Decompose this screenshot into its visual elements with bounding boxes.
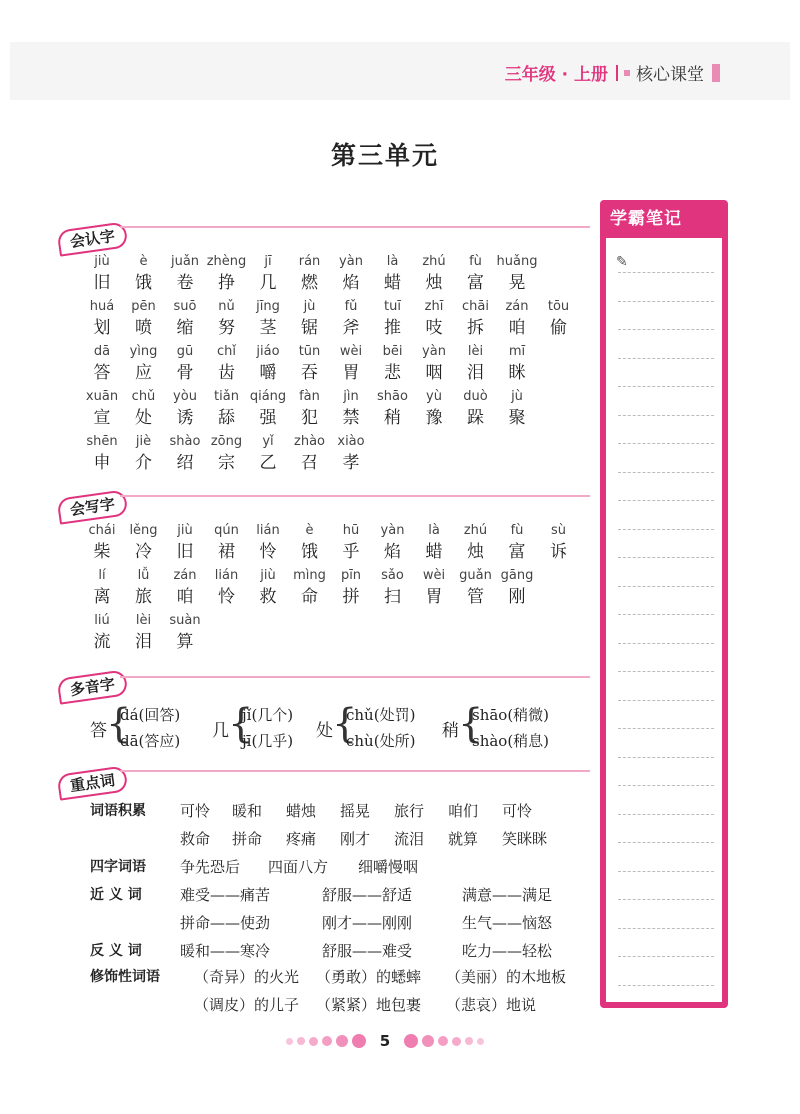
- vocab-word: 满意——满足: [462, 886, 553, 904]
- notes-panel: [600, 200, 728, 1008]
- pinyin: chái: [88, 523, 116, 538]
- pinyin: lí: [98, 568, 106, 583]
- pinyin: jiè: [135, 434, 152, 449]
- note-line: [618, 728, 714, 729]
- hanzi: 划: [93, 318, 111, 338]
- hanzi: 救: [259, 587, 277, 607]
- vocab-label: 词语积累: [90, 803, 146, 819]
- pinyin: rán: [298, 254, 321, 269]
- vocab-word: 争先恐后: [180, 858, 241, 876]
- vocab-word: 暖和——寒冷: [180, 942, 271, 960]
- hanzi: 扫: [384, 587, 401, 607]
- hanzi: 拼: [342, 587, 360, 607]
- dot-icon: [297, 1037, 305, 1045]
- pinyin: fù: [469, 254, 482, 269]
- char-row: [90, 297, 590, 343]
- hanzi: 富: [508, 542, 526, 562]
- note-line: [618, 985, 714, 986]
- pinyin: tiǎn: [214, 389, 239, 404]
- hanzi: 茎: [259, 318, 277, 338]
- pinyin: nǔ: [218, 299, 235, 314]
- hanzi: 应: [135, 363, 152, 383]
- vocab-word: 拼命——使劲: [180, 914, 271, 932]
- hanzi: 旧: [176, 542, 194, 562]
- pinyin: xiào: [337, 434, 365, 449]
- hanzi: 禁: [342, 408, 360, 428]
- note-line: [618, 415, 714, 416]
- hanzi: 聚: [508, 408, 526, 428]
- polyphone-reading: jǐ(几个): [242, 706, 294, 724]
- hanzi: 饿: [301, 542, 318, 562]
- hanzi: 泪: [135, 632, 152, 652]
- pinyin: gāng: [500, 568, 534, 583]
- pinyin: huǎng: [496, 254, 538, 269]
- note-line: [618, 386, 714, 387]
- note-line: [618, 842, 714, 843]
- pinyin: yàn: [422, 344, 446, 359]
- vocab-word: 摇晃: [340, 802, 371, 820]
- note-line: [618, 272, 714, 273]
- vocab-word: 生气——恼怒: [462, 914, 553, 932]
- pinyin: lěng: [129, 523, 158, 538]
- pinyin: sǎo: [381, 568, 404, 583]
- char-cell: [493, 342, 541, 384]
- vocab-word: 刚才: [340, 830, 371, 848]
- pinyin: xuān: [85, 389, 119, 404]
- brace-icon: {: [332, 701, 358, 747]
- note-line: [618, 956, 714, 957]
- hanzi: 饿: [135, 273, 152, 293]
- hanzi: 焰: [342, 273, 360, 293]
- hanzi: 推: [384, 318, 401, 338]
- hanzi: 答: [93, 363, 111, 383]
- hanzi: 介: [135, 453, 152, 473]
- pinyin: zhèng: [206, 254, 247, 269]
- pinyin: gū: [176, 344, 194, 359]
- pinyin: lián: [256, 523, 280, 538]
- section-key-words: 重点词: [57, 765, 129, 800]
- hanzi: 柴: [93, 542, 111, 562]
- pinyin: è: [139, 254, 148, 269]
- vocab-word: （悲哀）地说: [446, 996, 537, 1014]
- pinyin: jiù: [94, 254, 110, 269]
- vocab-word: 笑眯眯: [502, 830, 548, 848]
- note-line: [618, 529, 714, 530]
- vocab-word: （奇异）的火光: [194, 968, 300, 986]
- hanzi: 卷: [176, 273, 194, 293]
- note-line: [618, 899, 714, 900]
- pinyin: zhī: [424, 299, 444, 314]
- pinyin: qiáng: [249, 389, 287, 404]
- pinyin: dā: [93, 344, 111, 359]
- pinyin: suō: [173, 299, 197, 314]
- note-line: [618, 358, 714, 359]
- pinyin: tūn: [298, 344, 321, 359]
- hanzi: 拆: [467, 318, 484, 338]
- pinyin: chǔ: [131, 389, 156, 404]
- pinyin: lǚ: [137, 568, 150, 583]
- hanzi: 喷: [135, 318, 152, 338]
- hanzi: 宗: [218, 453, 235, 473]
- vocab-word: 暖和: [232, 802, 263, 820]
- section-recognize: 会认字: [57, 221, 129, 256]
- vocab-word: 刚才——刚刚: [322, 914, 413, 932]
- pinyin: fàn: [299, 389, 320, 404]
- hanzi: 咱: [176, 587, 194, 607]
- char-cell: [493, 566, 541, 608]
- vocab-word: 咱们: [448, 802, 479, 820]
- polyphone-reading: shào(稍息): [472, 732, 550, 750]
- hanzi: 蜡: [384, 273, 401, 293]
- hanzi: 烛: [467, 542, 484, 562]
- hanzi: 豫: [425, 408, 443, 428]
- note-line: [618, 671, 714, 672]
- pinyin: yù: [426, 389, 442, 404]
- pinyin: fù: [510, 523, 524, 538]
- polyphone-char: 几: [212, 721, 229, 741]
- pinyin: jiáo: [256, 344, 280, 359]
- polyphone-reading: dá(回答): [120, 706, 181, 724]
- section-divider: [120, 495, 590, 497]
- pinyin: mī: [508, 344, 526, 359]
- char-row: [90, 521, 590, 567]
- vocab-label: 四字词语: [90, 859, 146, 875]
- hanzi: 旧: [93, 273, 111, 293]
- pinyin: là: [428, 523, 440, 538]
- vocab-word: 舒服——舒适: [322, 886, 413, 904]
- section-divider: [120, 770, 590, 772]
- char-cell: [327, 432, 375, 474]
- hanzi: 管: [467, 587, 484, 607]
- hanzi: 诱: [176, 408, 194, 428]
- pinyin: zhú: [422, 254, 446, 269]
- pinyin: yàn: [380, 523, 405, 538]
- vocab-word: 四面八方: [268, 858, 329, 876]
- pinyin: sù: [550, 523, 566, 538]
- polyphone-reading: jī(几乎): [242, 732, 294, 750]
- hanzi: 绍: [176, 453, 194, 473]
- dot-icon: [404, 1034, 418, 1048]
- dot-icon: [286, 1038, 293, 1045]
- hanzi: 烛: [425, 273, 443, 293]
- hanzi: 算: [176, 632, 194, 652]
- notes-title: 学霸笔记: [610, 209, 682, 229]
- grade-label: 三年级 · 上册: [504, 65, 608, 85]
- vocab-word: 舒服——难受: [322, 942, 413, 960]
- note-line: [618, 785, 714, 786]
- hanzi: 处: [135, 408, 152, 428]
- hanzi: 焰: [384, 542, 401, 562]
- pinyin: pēn: [131, 299, 156, 314]
- page-footer: [0, 1032, 770, 1050]
- polyphone-list: [90, 700, 590, 760]
- pinyin: zhú: [463, 523, 488, 538]
- hanzi: 跺: [467, 408, 484, 428]
- polyphone-reading: chù(处所): [346, 732, 416, 750]
- hanzi: 偷: [550, 318, 567, 338]
- char-cell: [535, 521, 583, 563]
- hanzi: 命: [301, 587, 318, 607]
- pinyin: yìng: [129, 344, 158, 359]
- polyphone-char: 处: [316, 721, 333, 741]
- dot-icon: [422, 1035, 434, 1047]
- pinyin: jìn: [343, 389, 359, 404]
- note-line: [618, 472, 714, 473]
- hanzi: 离: [93, 587, 111, 607]
- page-header: [505, 60, 720, 85]
- char-row: [90, 611, 590, 657]
- pinyin: jiù: [260, 568, 276, 583]
- note-line: [618, 500, 714, 501]
- char-cell: [535, 297, 583, 339]
- note-line: [618, 643, 714, 644]
- note-line: [618, 329, 714, 330]
- pinyin: shào: [169, 434, 201, 449]
- note-line: [618, 871, 714, 872]
- hanzi: 吱: [425, 318, 443, 338]
- hanzi: 乙: [259, 453, 277, 473]
- header-divider: [616, 65, 618, 81]
- pinyin: tuī: [384, 299, 401, 314]
- hanzi: 乎: [342, 542, 360, 562]
- pinyin: jiù: [177, 523, 193, 538]
- page-number: 5: [379, 1032, 391, 1050]
- hanzi: 旅: [135, 587, 152, 607]
- pinyin: zōng: [210, 434, 243, 449]
- hanzi: 裙: [218, 542, 235, 562]
- hanzi: 缩: [176, 318, 194, 338]
- char-row: [90, 342, 590, 388]
- vocab-word: 可怜: [180, 802, 211, 820]
- pinyin: shēn: [86, 434, 118, 449]
- note-line: [618, 557, 714, 558]
- vocab-label: 修饰性词语: [90, 969, 160, 985]
- vocab-word: 细嚼慢咽: [358, 858, 419, 876]
- brace-icon: {: [228, 701, 254, 747]
- pinyin: juǎn: [170, 254, 200, 269]
- pinyin: yàn: [339, 254, 363, 269]
- hanzi: 刚: [508, 587, 526, 607]
- pinyin: duò: [463, 389, 488, 404]
- note-line: [618, 700, 714, 701]
- hanzi: 咱: [508, 318, 526, 338]
- vocab-word: 可怜: [502, 802, 533, 820]
- hanzi: 几: [259, 273, 277, 293]
- hanzi: 申: [93, 453, 111, 473]
- pinyin: guǎn: [459, 568, 492, 583]
- vocab-word: 就算: [448, 830, 479, 848]
- hanzi: 胃: [425, 587, 443, 607]
- dot-icon: [477, 1038, 484, 1045]
- pinyin: è: [305, 523, 314, 538]
- vocab-word: （紧紧）地包裹: [316, 996, 422, 1014]
- pinyin: lèi: [135, 613, 152, 628]
- hanzi: 胃: [342, 363, 360, 383]
- note-line: [618, 757, 714, 758]
- header-square-icon: [624, 70, 630, 76]
- brace-icon: {: [458, 701, 484, 747]
- hanzi: 怜: [218, 587, 235, 607]
- hanzi: 吞: [301, 363, 318, 383]
- header-bar-icon: [712, 64, 720, 82]
- hanzi: 努: [218, 318, 235, 338]
- hanzi: 蜡: [425, 542, 443, 562]
- hanzi: 宣: [93, 408, 111, 428]
- vocab-word: 拼命: [232, 830, 263, 848]
- char-row: [86, 432, 590, 478]
- vocab-word: 流泪: [394, 830, 425, 848]
- dot-icon: [452, 1037, 461, 1046]
- hanzi: 晃: [508, 273, 526, 293]
- hanzi: 齿: [218, 363, 235, 383]
- note-line: [618, 443, 714, 444]
- pinyin: fǔ: [344, 299, 358, 314]
- vocab-label: 近 义 词: [90, 887, 142, 903]
- vocab-word: （勇敢）的蟋蟀: [316, 968, 422, 986]
- pinyin: jīng: [256, 299, 280, 314]
- polyphone-char: 答: [90, 721, 107, 741]
- pinyin: liú: [94, 613, 110, 628]
- vocab-word: （美丽）的木地板: [446, 968, 567, 986]
- vocab-word: （调皮）的儿子: [194, 996, 300, 1014]
- dot-icon: [352, 1034, 366, 1048]
- vocab-word: 救命: [180, 830, 211, 848]
- dot-icon: [322, 1036, 332, 1046]
- hanzi: 悲: [384, 363, 401, 383]
- note-line: [618, 301, 714, 302]
- hanzi: 稍: [384, 408, 401, 428]
- pinyin: chāi: [462, 299, 489, 314]
- pinyin: yòu: [173, 389, 197, 404]
- hanzi: 泪: [467, 363, 484, 383]
- note-line: [618, 814, 714, 815]
- dot-icon: [336, 1035, 348, 1047]
- section-divider: [120, 226, 590, 228]
- notes-area[interactable]: [606, 238, 722, 1002]
- pinyin: qún: [214, 523, 239, 538]
- pinyin: yǐ: [262, 434, 274, 449]
- vocab-word: 旅行: [394, 802, 425, 820]
- brace-icon: {: [106, 701, 132, 747]
- pinyin: huá: [89, 299, 115, 314]
- pinyin: zán: [505, 299, 529, 314]
- pinyin: jī: [264, 254, 272, 269]
- note-line: [618, 928, 714, 929]
- pinyin: zhào: [294, 434, 325, 449]
- pinyin: hū: [342, 523, 360, 538]
- vocab-word: 蜡烛: [286, 802, 317, 820]
- polyphone-reading: chǔ(处罚): [346, 706, 416, 724]
- section-write: 会写字: [57, 489, 129, 524]
- hanzi: 舔: [218, 408, 235, 428]
- pencil-icon: ✎: [616, 254, 628, 270]
- pinyin: shāo: [377, 389, 408, 404]
- pinyin: là: [386, 254, 399, 269]
- hanzi: 挣: [218, 273, 235, 293]
- pinyin: suàn: [169, 613, 201, 628]
- hanzi: 冷: [135, 542, 152, 562]
- pinyin: jù: [303, 299, 316, 314]
- hanzi: 锯: [301, 318, 318, 338]
- vocab-label: 反 义 词: [90, 943, 142, 959]
- section-divider: [120, 676, 590, 678]
- polyphone-reading: shāo(稍微): [472, 706, 550, 724]
- hanzi: 犯: [301, 408, 318, 428]
- char-row: [90, 252, 590, 298]
- pinyin: lèi: [467, 344, 484, 359]
- hanzi: 强: [259, 408, 277, 428]
- pinyin: tōu: [547, 299, 570, 314]
- hanzi: 富: [467, 273, 484, 293]
- vocab-word: 吃力——轻松: [462, 942, 553, 960]
- char-cell: [161, 611, 209, 653]
- char-row: [90, 566, 590, 612]
- hanzi: 眯: [508, 363, 526, 383]
- hanzi: 流: [93, 632, 111, 652]
- hanzi: 斧: [342, 318, 360, 338]
- char-cell: [493, 252, 541, 294]
- section-polyphone: 多音字: [57, 669, 129, 704]
- polyphone-char: 稍: [442, 721, 459, 741]
- vocab-word: 疼痛: [286, 830, 317, 848]
- hanzi: 燃: [301, 273, 318, 293]
- pinyin: jù: [511, 389, 523, 404]
- hanzi: 咽: [425, 363, 443, 383]
- dot-icon: [465, 1037, 473, 1045]
- char-row: [85, 387, 590, 433]
- hanzi: 诉: [550, 542, 567, 562]
- hanzi: 召: [301, 453, 318, 473]
- note-line: [618, 586, 714, 587]
- course-label: 核心课堂: [636, 65, 704, 85]
- pinyin: bēi: [382, 344, 403, 359]
- pinyin: mìng: [293, 568, 326, 583]
- char-cell: [493, 387, 541, 429]
- dot-icon: [309, 1037, 318, 1046]
- pinyin: wèi: [339, 344, 363, 359]
- pinyin: wèi: [422, 568, 446, 583]
- polyphone-reading: dā(答应): [120, 732, 181, 750]
- pinyin: lián: [214, 568, 239, 583]
- unit-title: 第三单元: [330, 141, 439, 170]
- pinyin: zán: [173, 568, 197, 583]
- hanzi: 孝: [342, 453, 360, 473]
- hanzi: 骨: [176, 363, 194, 383]
- note-line: [618, 614, 714, 615]
- dot-icon: [438, 1036, 448, 1046]
- hanzi: 嚼: [259, 363, 277, 383]
- pinyin: chǐ: [217, 344, 236, 359]
- vocab-word: 难受——痛苦: [180, 886, 271, 904]
- pinyin: pīn: [340, 568, 362, 583]
- hanzi: 怜: [259, 542, 277, 562]
